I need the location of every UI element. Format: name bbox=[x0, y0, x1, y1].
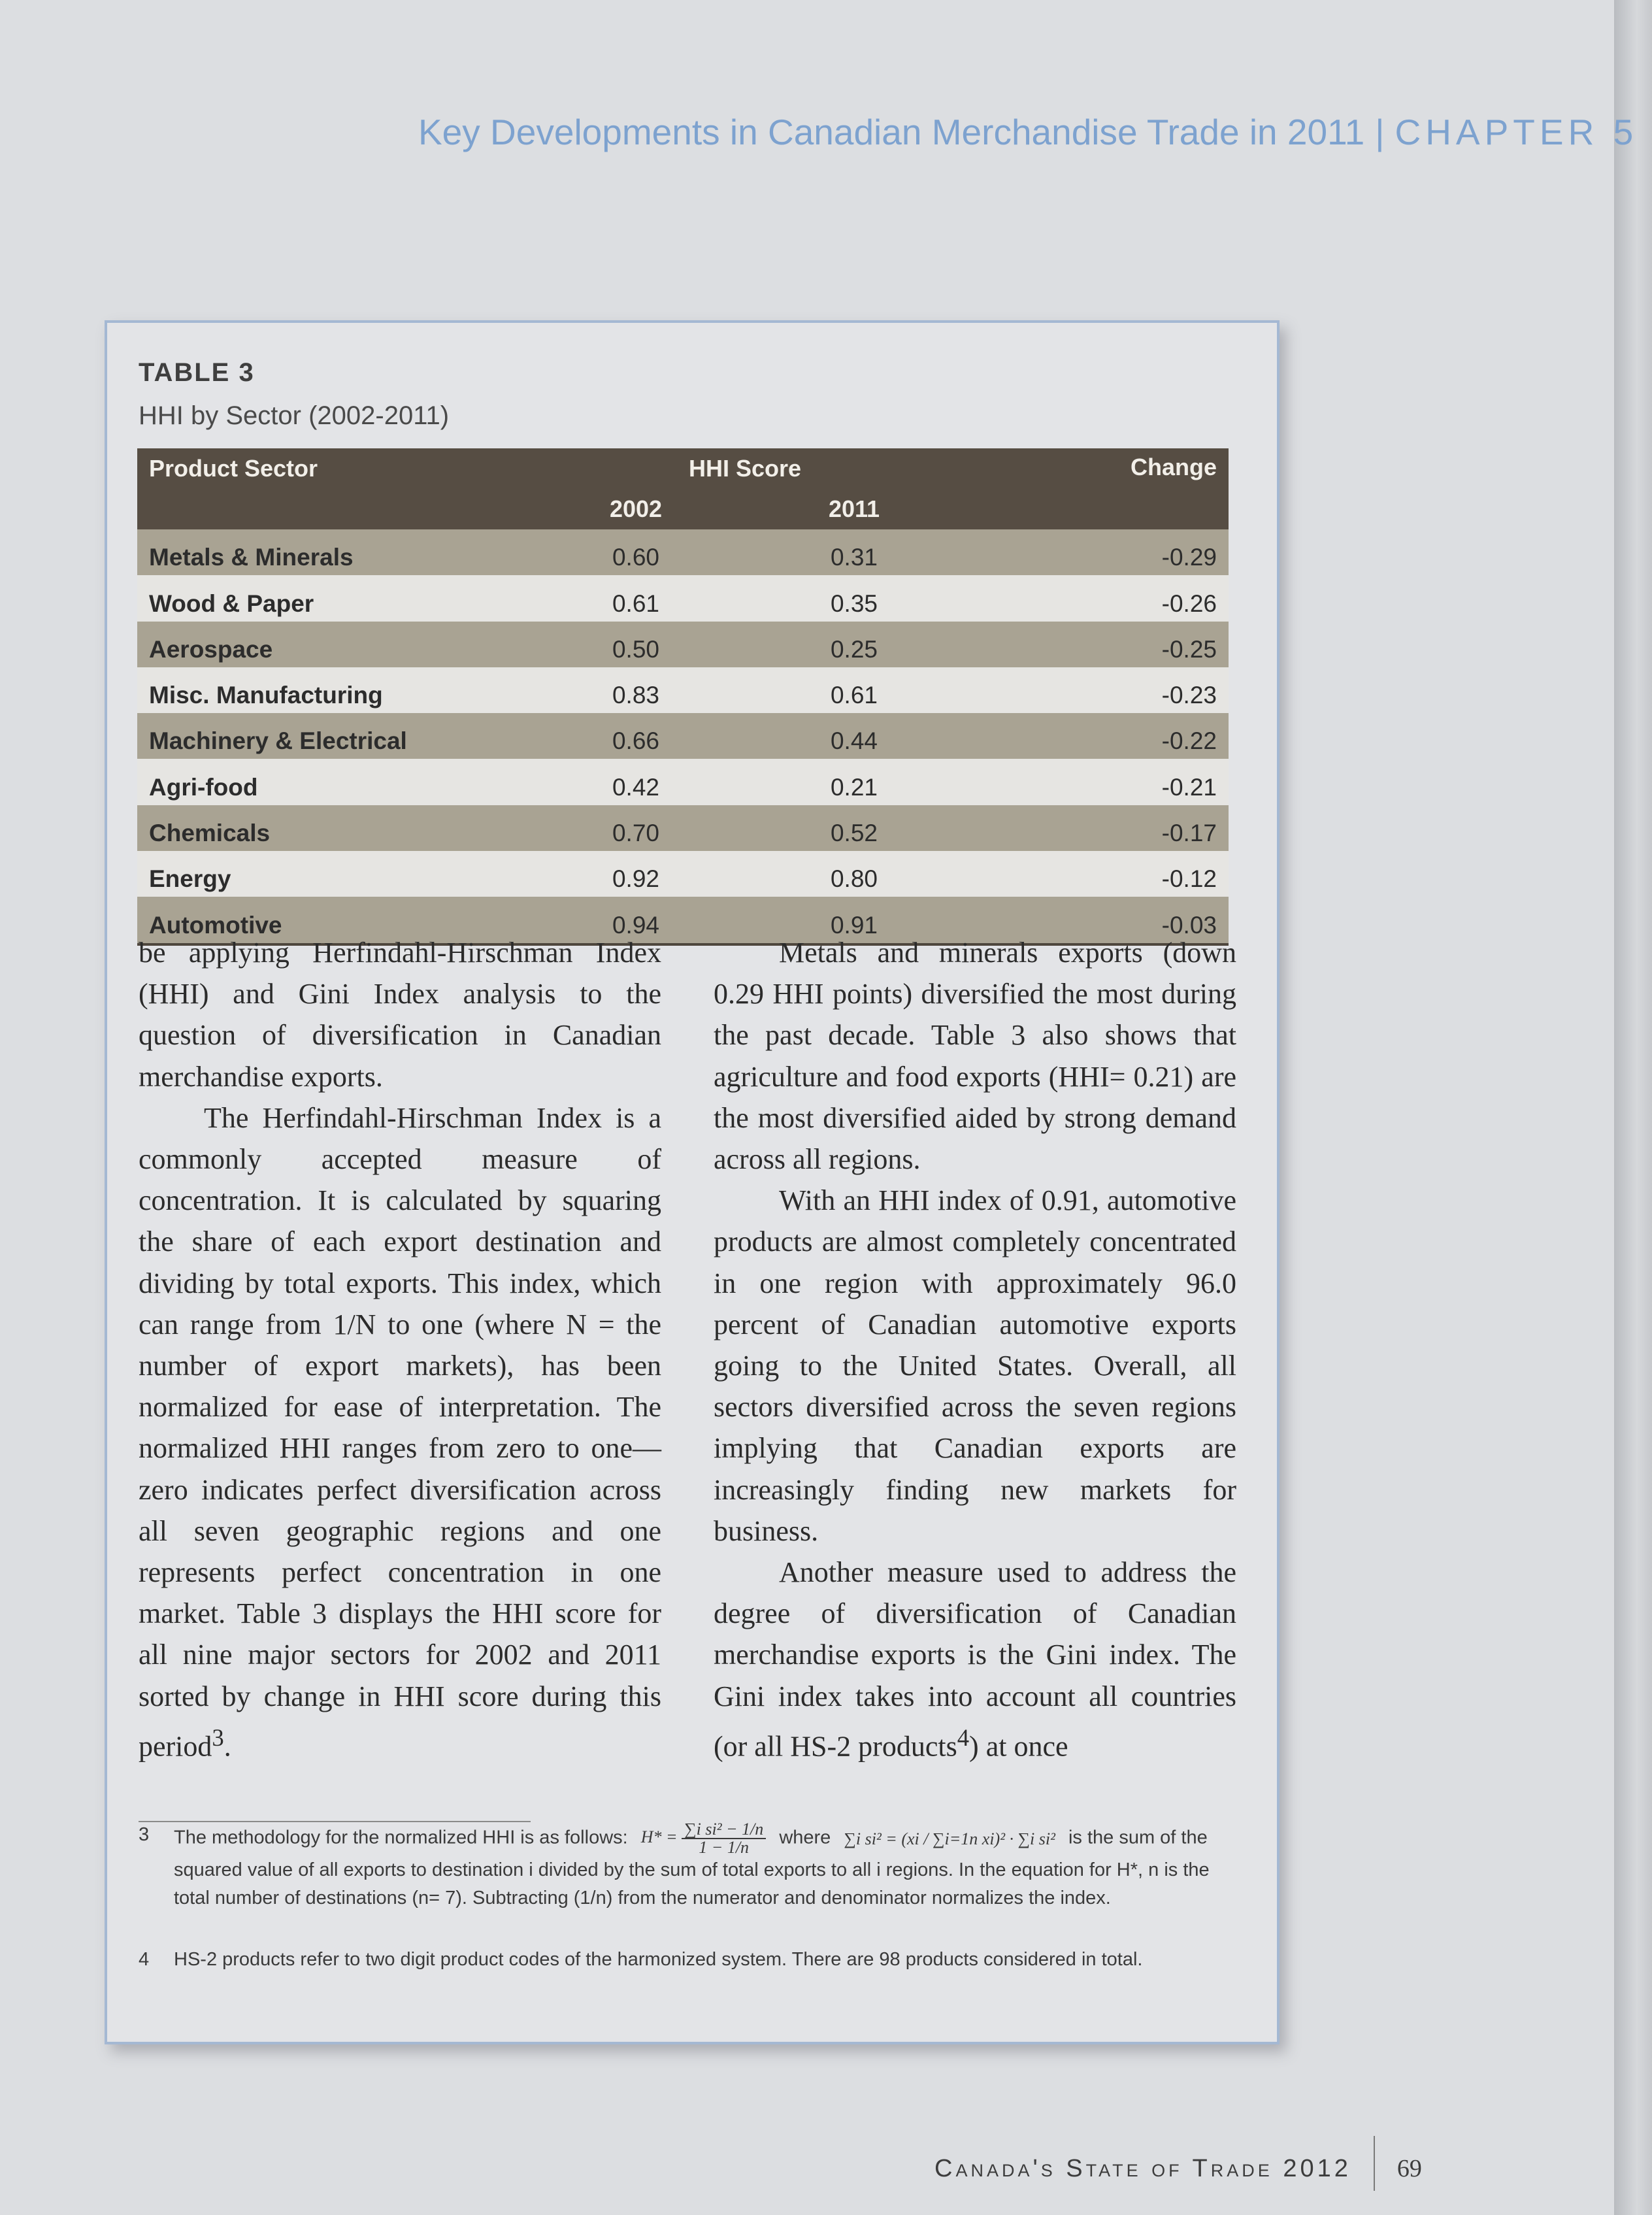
footnote-body bbox=[174, 1821, 1243, 1912]
sector-cell: Metals & Minerals bbox=[137, 529, 527, 575]
paragraph bbox=[714, 1552, 1236, 1767]
hhi-2011-cell: 0.44 bbox=[745, 713, 963, 759]
header-title: Key Developments in Canadian Merchandise Trade in 2011 bbox=[418, 112, 1365, 152]
change-cell: -0.17 bbox=[963, 805, 1229, 851]
change-cell: -0.12 bbox=[963, 851, 1229, 897]
table-row bbox=[137, 622, 1229, 667]
sector-cell: Aerospace bbox=[137, 622, 527, 667]
hhi-table bbox=[137, 448, 1229, 946]
header-empty-cell bbox=[137, 489, 527, 529]
sector-cell: Machinery & Electrical bbox=[137, 713, 527, 759]
paragraph-text: The Herfindahl-Hirschman Index is a commonly accepted measure of concentration. It is calculated by squaring the share of each export destination and dividing by total exports. This index, which can range from 1/N to one (where N = the number of export markets), has been normalized for ease of interpretation. The normalized HHI ranges from zero to one—zero indicates perfect diversification across all seven geographic regions and one represents perfect concentration in one market. Table 3 displays the HHI score for all nine major sectors for 2002 and 2011 sorted by change in HHI score during this period bbox=[139, 1101, 661, 1763]
header-change: Change bbox=[963, 448, 1229, 529]
footnote-4 bbox=[139, 1946, 1243, 1974]
change-cell: -0.22 bbox=[963, 713, 1229, 759]
sector-cell: Energy bbox=[137, 851, 527, 897]
header-product-sector: Product Sector bbox=[137, 448, 527, 489]
header-chapter: CHAPTER 5 bbox=[1395, 112, 1638, 152]
publication-title: Canada's State of Trade 2012 bbox=[934, 2155, 1351, 2183]
table-label: TABLE 3 bbox=[139, 358, 255, 387]
table-row bbox=[137, 575, 1229, 621]
paragraph: With an HHI index of 0.91, automotive products are almost completely concentrated in one region with approximately 96.0 percent of Canadian automotive exports going to the United States. Overall, all sectors diversified across the seven regions implying that Canadian exports are increasingly finding new markets for business. bbox=[714, 1184, 1236, 1547]
formula-fraction bbox=[682, 1821, 766, 1856]
sector-cell: Wood & Paper bbox=[137, 575, 527, 621]
table-caption: HHI by Sector (2002-2011) bbox=[139, 401, 450, 430]
hhi-2011-cell: 0.61 bbox=[745, 667, 963, 713]
paragraph bbox=[139, 1097, 661, 1767]
header-hhi-score: HHI Score bbox=[527, 448, 963, 489]
paragraph: be applying Herfindahl-Hirschman Index (HHI) and Gini Index analysis to the question of diversification in Canadian merchandise exports. bbox=[139, 937, 661, 1093]
hhi-2002-cell: 0.70 bbox=[527, 805, 745, 851]
hhi-formula bbox=[641, 1821, 767, 1856]
change-cell: -0.21 bbox=[963, 759, 1229, 805]
header-year-2011: 2011 bbox=[745, 489, 963, 529]
hhi-2011-cell: 0.31 bbox=[745, 529, 963, 575]
hhi-2011-cell: 0.52 bbox=[745, 805, 963, 851]
footnote-number: 4 bbox=[139, 1949, 150, 1970]
change-cell: -0.25 bbox=[963, 622, 1229, 667]
footnote-lead: The methodology for the normalized HHI is as follows: bbox=[174, 1827, 628, 1848]
sector-cell: Agri-food bbox=[137, 759, 527, 805]
hhi-2002-cell: 0.50 bbox=[527, 622, 745, 667]
footnote-number: 3 bbox=[139, 1824, 150, 1845]
page-footer bbox=[934, 2142, 1422, 2197]
table-header-row bbox=[137, 448, 1229, 489]
table-row bbox=[137, 805, 1229, 851]
paragraph-end: ) at once bbox=[969, 1730, 1068, 1763]
header-year-2002: 2002 bbox=[527, 489, 745, 529]
table-row bbox=[137, 529, 1229, 575]
change-cell: -0.23 bbox=[963, 667, 1229, 713]
page-number: 69 bbox=[1396, 2155, 1422, 2183]
formula-lhs: H* = bbox=[640, 1827, 678, 1846]
hhi-2011-cell: 0.21 bbox=[745, 759, 963, 805]
table-row bbox=[137, 667, 1229, 713]
footnote-ref: 4 bbox=[957, 1724, 970, 1751]
table-row bbox=[137, 759, 1229, 805]
paragraph-text: Another measure used to address the degree of diversification of Canadian merchandise exports is the Gini index. The Gini index takes into account all countries (or all HS-2 products bbox=[714, 1556, 1236, 1763]
hhi-2002-cell: 0.66 bbox=[527, 713, 745, 759]
hhi-2011-cell: 0.35 bbox=[745, 575, 963, 621]
hhi-2011-cell: 0.80 bbox=[745, 851, 963, 897]
sector-cell: Chemicals bbox=[137, 805, 527, 851]
footnote-where: where bbox=[779, 1827, 831, 1848]
change-cell: -0.29 bbox=[963, 529, 1229, 575]
paragraph-end: . bbox=[223, 1730, 231, 1763]
hhi-2002-cell: 0.92 bbox=[527, 851, 745, 897]
hhi-2002-cell: 0.42 bbox=[527, 759, 745, 805]
hhi-2002-cell: 0.61 bbox=[527, 575, 745, 621]
change-cell: -0.03 bbox=[963, 897, 1229, 944]
body-column-right bbox=[714, 932, 1236, 1767]
hhi-2002-cell: 0.60 bbox=[527, 529, 745, 575]
hhi-2002-cell: 0.83 bbox=[527, 667, 745, 713]
formula-numerator: ∑i si² − 1/n bbox=[682, 1821, 766, 1839]
sector-cell: Automotive bbox=[137, 897, 527, 944]
table-body bbox=[137, 529, 1229, 944]
formula-denominator: 1 − 1/n bbox=[699, 1838, 750, 1857]
share-formula: ∑i si² = (xi / ∑i=1n xi)² · ∑i si² bbox=[844, 1829, 1055, 1848]
footnote-ref: 3 bbox=[212, 1724, 224, 1751]
hhi-2011-cell: 0.91 bbox=[745, 897, 963, 944]
hhi-2002-cell: 0.94 bbox=[527, 897, 745, 944]
paragraph: Metals and minerals exports (down 0.29 HHI points) diversified the most during the past decade. Table 3 also shows that agriculture and food exports (HHI= 0.21) are the most diversified aided by strong demand across all regions. bbox=[714, 937, 1236, 1176]
page-edge-shadow bbox=[1614, 0, 1652, 2215]
footnote-text: is the sum of the squared value of all exports to destination i divided by the sum of total exports to all i regions. In the equation for H*, n is the total number of destinations (n= 7). Subtracting (1/n) from the numerator and denominator normalizes the index. bbox=[174, 1827, 1210, 1908]
change-cell: -0.26 bbox=[963, 575, 1229, 621]
table-row bbox=[137, 713, 1229, 759]
sector-cell: Misc. Manufacturing bbox=[137, 667, 527, 713]
body-column-left bbox=[139, 932, 661, 1767]
hhi-2011-cell: 0.25 bbox=[745, 622, 963, 667]
footnote-text: HS-2 products refer to two digit product codes of the harmonized system. There are 98 products considered in total. bbox=[174, 1949, 1143, 1970]
footer-divider bbox=[1374, 2136, 1375, 2191]
footnote-3 bbox=[139, 1821, 1243, 1912]
table-row bbox=[137, 851, 1229, 897]
header-separator: | bbox=[1375, 112, 1385, 152]
running-header bbox=[418, 111, 1638, 153]
